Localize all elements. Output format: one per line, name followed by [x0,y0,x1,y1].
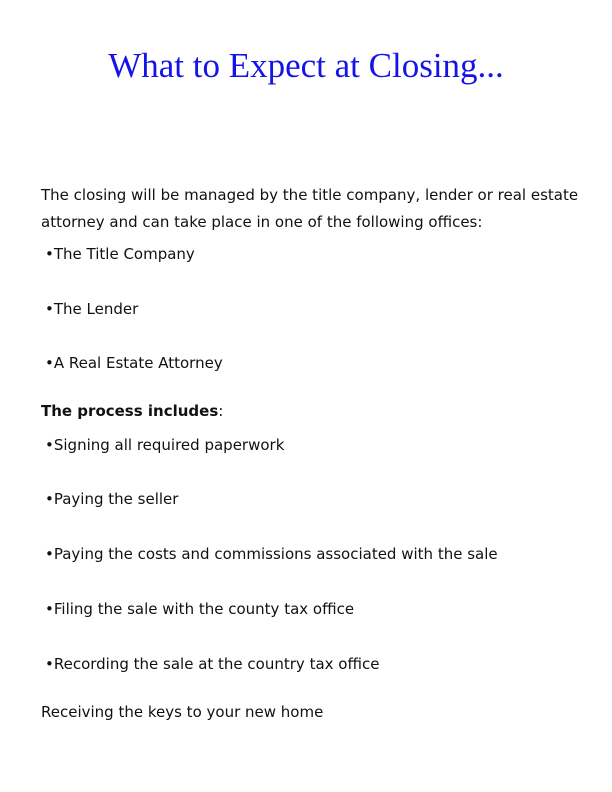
page-title: What to Expect at Closing... [108,46,504,85]
closing-line: Receiving the keys to your new home [41,703,324,721]
bullet-icon: • [45,245,54,263]
bullet-icon: • [45,354,54,372]
office-item-label: The Lender [53,300,139,318]
process-heading-colon: : [218,402,224,420]
process-list-item [45,542,498,566]
bullet-icon: • [45,545,54,563]
process-heading [41,399,223,423]
process-item-label: Signing all required paperwork [53,436,285,454]
process-list-item [45,487,178,511]
process-list-item [45,652,379,676]
process-item-label: Paying the seller [53,490,179,508]
intro-line-1: The closing will be managed by the title company, lender or real estate [41,186,579,204]
intro-line-2: attorney and can take place in one of the following offices: [41,213,483,231]
process-item-label: Filing the sale with the county tax office [53,600,355,618]
process-list-item [45,597,354,621]
bullet-icon: • [45,490,54,508]
process-item-label: Paying the costs and commissions associated with the sale [53,545,498,563]
office-list-item [45,297,138,321]
process-item-label: Recording the sale at the country tax office [53,655,380,673]
office-list-item [45,351,223,375]
office-item-label: The Title Company [53,245,195,263]
bullet-icon: • [45,436,54,454]
bullet-icon: • [45,655,54,673]
bullet-icon: • [45,600,54,618]
bullet-icon: • [45,300,54,318]
process-heading-label: The process includes [41,402,219,420]
office-list-item [45,242,195,266]
process-list-item [45,433,284,457]
office-item-label: A Real Estate Attorney [53,354,223,372]
